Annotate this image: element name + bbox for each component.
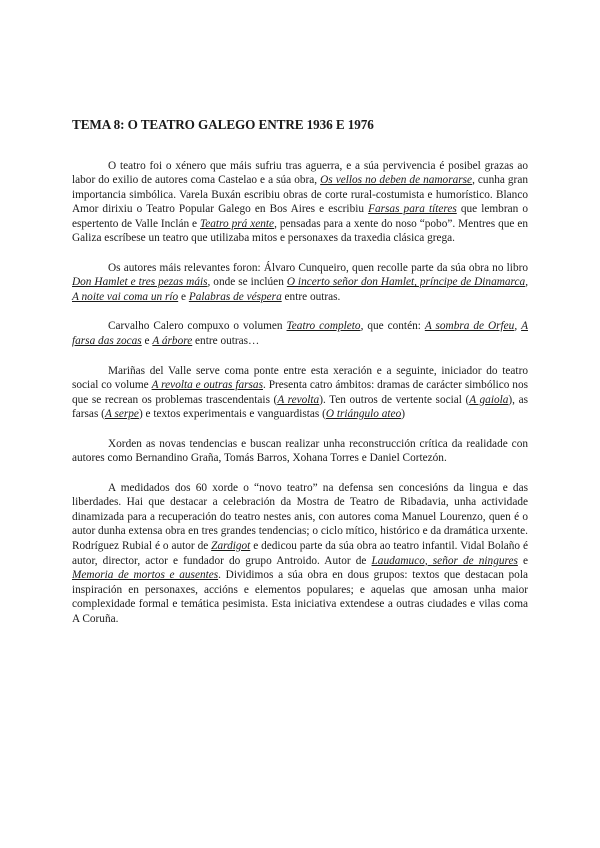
paragraph-text: . Presenta catro ámbitos: dramas de carácter simbólico nos que se recrean os problemas trascendentais ( [72,379,529,406]
work-title: A gaiola [469,393,509,406]
work-title: A sombra de Orfeu [424,320,515,333]
work-title: A árbore [152,335,193,348]
paragraph-text: , que contén: [360,320,425,333]
paragraph-text: ), as farsas ( [72,393,528,421]
paragraph-text: , [525,276,529,289]
work-title: A farsa das zocas [72,320,529,348]
document-body [72,159,528,627]
paragraph [72,159,528,246]
paragraph-text: , onde se inclúen [207,276,287,289]
paragraph-text: ). Ten outros de vertente social ( [319,393,470,406]
paragraph-text: O teatro foi o xénero que máis sufriu tras aguerra, e a súa pervivencia é posibel grazas ao labor do exilio de autores coma Castelao e a súa obra, [72,159,528,187]
work-title: Palabras de véspera [188,290,282,303]
paragraph-text: . Dividimos a súa obra en dous grupos: textos que destacan pola inspiración en personaxes, accións e elementos populares; e aquelas que amosan unha maior complexidade formal e temática pesimista. Esta iniciativa extendese a outras ciudades e vilas coma A Coruña. [72,569,528,625]
paragraph-text: , cunha gran importancia simbólica. Varela Buxán escribiu obras de corte rural-costumista e humorístico. Blanco Amor dirixiu o Teatro Popular Galego en Bos Aires e escribiu [72,174,528,216]
paragraph-text: e [178,290,189,303]
work-title: Teatro prá xente [200,217,275,230]
paragraph-text: que lembran o espertento de Valle Inclán e [72,203,528,230]
paragraph-text: e [141,335,153,348]
paragraph-text: entre outras. [281,290,341,303]
work-title: A revolta e outras farsas [151,379,263,392]
paragraph-text: e [517,554,529,567]
paragraph [72,364,528,422]
paragraph [72,481,528,626]
paragraph [72,319,528,348]
paragraph-text: ) e textos experimentais e vanguardistas ( [138,408,326,421]
work-title: Don Hamlet e tres pezas máis [72,276,208,289]
work-title: Zardigot [211,540,251,553]
document-page [72,118,528,641]
paragraph-text: Xorden as novas tendencias e buscan realizar unha reconstrucción crítica da realidade con autores como Bernandino Graña, Tomás Barros, Xohana Torres e Daniel Cortezón. [72,437,528,465]
work-title: O incerto señor don Hamlet, príncipe de Dinamarca [286,276,526,289]
paragraph-text: , [514,320,522,333]
work-title: Memoria de mortos e ausentes [72,569,219,582]
work-title: A serpe [104,408,139,421]
work-title: Teatro completo [286,320,361,333]
paragraph [72,261,528,305]
work-title: O triángulo ateo [325,408,402,421]
work-title: A revolta [277,393,320,406]
paragraph-text: Mariñas del Valle serve coma ponte entre esta xeración e a seguinte, iniciador do teatro social co volume [72,364,528,392]
paragraph-text: entre outras… [192,335,260,348]
paragraph-text: Carvalho Calero compuxo o volumen [108,320,287,333]
paragraph-text: Os autores máis relevantes foron: Álvaro Cunqueiro, quen recolle parte da súa obra no libro [108,261,528,274]
work-title: Laudamuco, señor de ningures [371,554,518,567]
work-title: Os vellos no deben de namorarse [320,174,473,187]
paragraph-text: ) [401,408,405,421]
document-title: TEMA 8: O TEATRO GALEGO ENTRE 1936 E 1976 [72,117,374,132]
work-title: A noite vai coma un río [72,290,179,303]
paragraph-text: A medidados dos 60 xorde o “novo teatro” na defensa sen concesións da lingua e das liberdades. Hai que destacar a celebración da Mostra de Teatro de Ribadavia, unha actividade dinamizada para a recuperación do teatro nestes anis, con autores coma Manuel Lourenzo, quen é o autor dunha extensa obra en tres grandes tendencias; o ciclo mítico, histórico e da dramática urxente. Rodríguez Rubial é o autor de [72,481,528,553]
work-title: Farsas para títeres [368,203,457,216]
paragraph [72,437,528,466]
paragraph-text: e dedicou parte da súa obra ao teatro infantil. Vidal Bolaño é autor, director, actor e fundador do grupo Antroido. Autor de [72,540,528,567]
paragraph-text: , pensadas para a xente do noso “pobo”. Mentres que en Galiza escríbese un teatro que utilizaba mitos e personaxes da traxedia clásica grega. [72,217,528,245]
